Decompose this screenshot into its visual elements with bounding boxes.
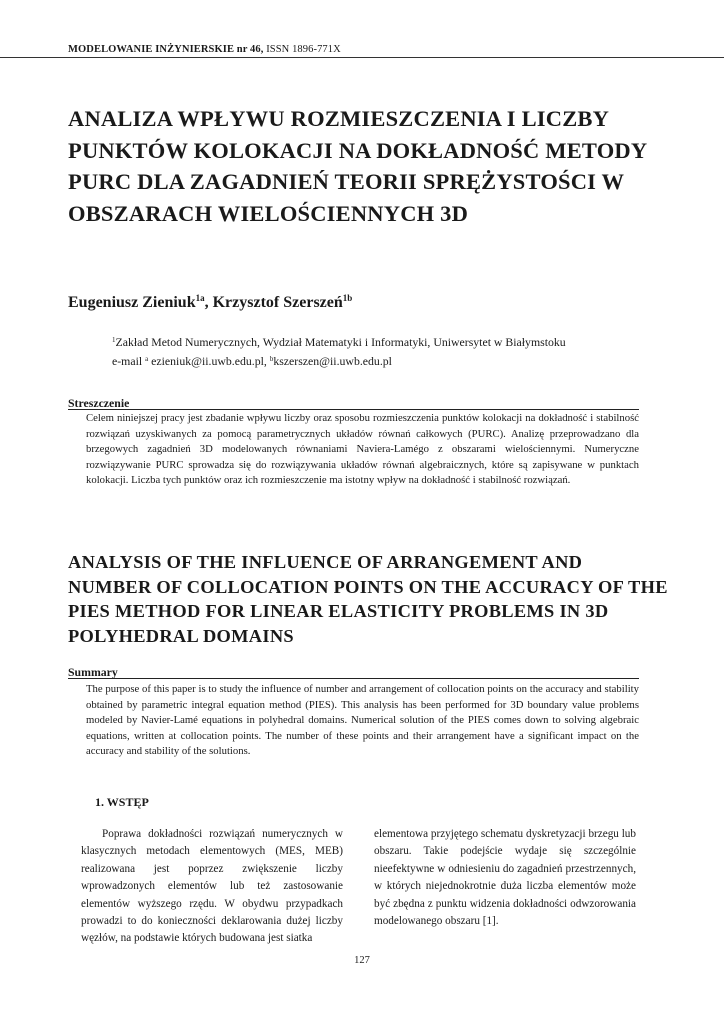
email-line — [112, 351, 566, 370]
affiliation-mark: 1 — [112, 336, 116, 344]
header-divider — [0, 57, 724, 58]
body-column-right: elementowa przyjętego schematu dyskretyzacji brzegu lub obszaru. Takie podejście wydaje się szczególnie nieefektywne w odniesieniu do zagadnień przestrzennych, w których niejednokrotnie duża liczba elementów może być zbędna z punktu widzenia dokładności odwzorowania modelowanego obszaru [1]. — [374, 828, 636, 928]
body-column-left: Poprawa dokładności rozwiązań numerycznych w klasycznych metodach elementowych (MES, MEB) realizowana jest poprzez zwiększenie liczby wprowadzonych elementów lub też zastosowanie elementów wyższego rzędu. W obydwu przypadkach prowadzi to do konieczności deklarowania dużej liczby węzłów, na podstawie których budowana jest siatka — [81, 828, 343, 945]
paper-title-polish: ANALIZA WPŁYWU ROZMIESZCZENIA I LICZBY PUNKTÓW KOLOKACJI NA DOKŁADNOŚĆ METODY PURC DLA ZAGADNIEŃ TEORII SPRĘŻYSTOŚCI W OBSZARACH WIELOŚCIENNYCH 3D — [68, 106, 647, 226]
email-mark: a — [145, 355, 149, 363]
paper-title-english: ANALYSIS OF THE INFLUENCE OF ARRANGEMENT AND NUMBER OF COLLOCATION POINTS ON THE ACCURACY OF THE PIES METHOD FOR LINEAR ELASTICITY PROBLEMS IN 3D POLYHEDRAL DOMAINS — [68, 552, 668, 646]
author-name: Eugeniusz Zieniuk — [68, 294, 196, 311]
streszczenie-text: Celem niniejszej pracy jest zbadanie wpływu liczby oraz sposobu rozmieszczenia punktów kolokacji na dokładność i stabilność rozwiązań uzyskiwanych za pomocą parametrycznych układów równań całkowych (PURC). Analizę przeprowadzano dla brzegowych zagadnień 3D modelowanych równaniami Naviera-Lamégo z obszarami wielościennymi. Numeryczne rozwiązywanie PURC sprowadza się do rozwiązywania układów równań algebraicznych, które są zapisywane w punktach kolokacji. Liczba tych punktów oraz ich rozmieszczenie ma istotny wpływ na dokładność i stabilność rozwiązań. — [86, 412, 639, 486]
journal-name: MODELOWANIE INŻYNIERSKIE nr 46, — [68, 44, 264, 55]
author-affiliation-mark: 1b — [342, 293, 353, 303]
email-label: e-mail — [112, 354, 146, 368]
affiliation-block — [112, 332, 566, 370]
page-number: 127 — [354, 955, 370, 966]
author-name: Krzysztof Szerszeń — [212, 294, 343, 311]
affiliation-text: Zakład Metod Numerycznych, Wydział Matematyki i Informatyki, Uniwersytet w Białymstoku — [115, 335, 566, 349]
section-heading: 1. WSTĘP — [95, 795, 149, 809]
streszczenie-heading: Streszczenie — [68, 396, 130, 410]
author-affiliation-mark: 1a — [195, 293, 205, 303]
affiliation-line — [112, 332, 566, 351]
email-link[interactable]: ezieniuk@ii.uwb.edu.pl, — [148, 354, 270, 368]
authors-line — [68, 293, 352, 312]
running-header — [68, 44, 341, 55]
author-separator: , — [204, 294, 213, 311]
summary-rule — [68, 678, 639, 679]
streszczenie-rule — [68, 409, 639, 410]
summary-heading: Summary — [68, 665, 118, 679]
issn: ISSN 1896-771X — [266, 44, 341, 55]
email-mark: b — [269, 355, 274, 363]
summary-text: The purpose of this paper is to study the influence of number and arrangement of collocation points on the accuracy and stability obtained by parametric integral equation method (PIES). This analysis has been performed for 3D boundary value problems modeled by Navier-Lamé equations in polyhedral domains. Numerical solution of the PIES comes down to solving algebraic equations, written at collocation points. The number of these points and their arrangement have a significant impact on the accuracy and stability of the solutions. — [86, 683, 639, 757]
email-link[interactable]: kszerszen@ii.uwb.edu.pl — [273, 354, 392, 368]
